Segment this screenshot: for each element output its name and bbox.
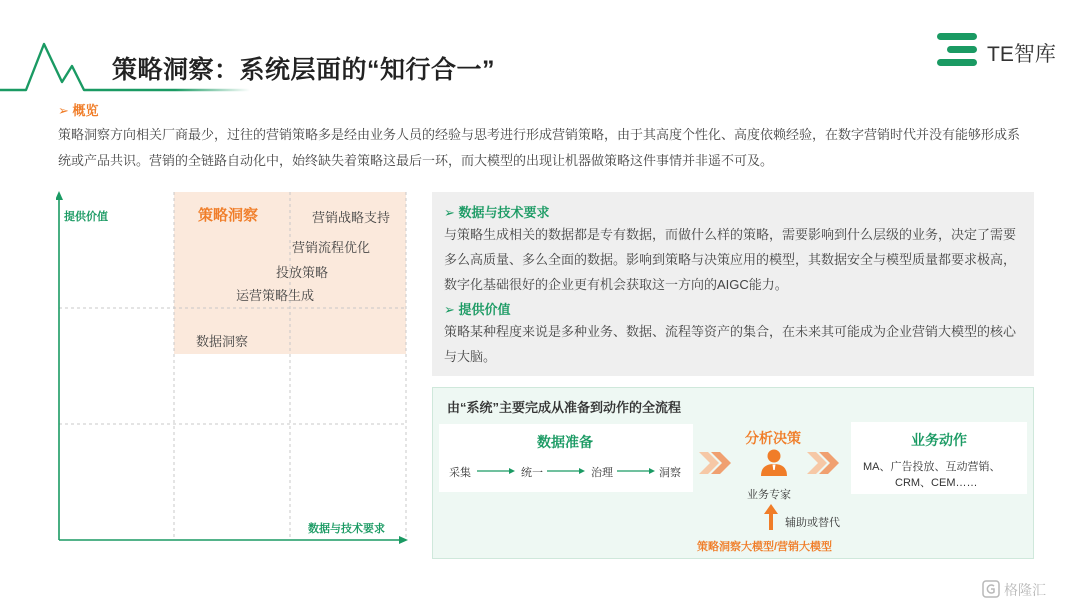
- action-card: [851, 422, 1027, 494]
- watermark-logo-icon: [982, 580, 1000, 598]
- matrix-item-ad-strategy: 投放策略: [276, 265, 329, 280]
- double-chevron-icon: [699, 452, 735, 474]
- process-flow-panel: [432, 387, 1034, 559]
- matrix-item-ops-strategy: 运营策略生成: [236, 288, 315, 303]
- expert-label: 业务专家: [747, 489, 791, 501]
- data-tech-heading: ➢ 数据与技术要求: [444, 205, 550, 220]
- matrix-item-marketing-strategy: 营销战略支持: [312, 210, 391, 225]
- data-tech-text: 与策略生成相关的数据都是专有数据，而做什么样的策略，需要影响到什么层级的业务，决定了需要多么高质量、多么全面的数据。影响到策略与决策应用的模型，其数据安全与模型质量都要求极高，数字化基础很好的企业更有机会获取这一方向的AIGC能力。: [444, 227, 1017, 292]
- expert-person-icon: [760, 448, 788, 476]
- flow-title: 由“系统”主要完成从准备到动作的全流程: [447, 400, 682, 415]
- double-chevron-icon: [807, 452, 843, 474]
- prep-step-govern: 治理: [591, 467, 613, 479]
- assist-label: 辅助或替代: [785, 517, 840, 529]
- overview-text: 策略洞察方向相关厂商最少，过往的营销策略多是经由业务人员的经验与思考进行形成营销策略，由于其高度个性化、高度依赖经验，在数字营销时代并没有能够形成系统或产品共识。营销的全链路自动化中，始终缺失着策略这最后一环，而大模型的出现让机器做策略这件事情并非遥不可及。: [58, 127, 1021, 168]
- data-prep-title: 数据准备: [537, 434, 593, 450]
- model-label: 策略洞察大模型/营销大模型: [697, 541, 833, 553]
- decision-title: 分析决策: [745, 430, 801, 446]
- matrix-item-data-insight: 数据洞察: [196, 334, 249, 349]
- value-text: 策略某种程度来说是多种业务、数据、流程等资产的集合，在未来其可能成为企业营销大模型的核心与大脑。: [444, 324, 1017, 364]
- te-logo-icon: [937, 33, 981, 67]
- up-arrow-icon: [764, 504, 778, 530]
- matrix-item-process-optimization: 营销流程优化: [292, 240, 371, 255]
- value-heading: ➢ 提供价值: [444, 302, 511, 317]
- action-title: 业务动作: [911, 432, 967, 448]
- requirements-panel: [432, 192, 1034, 376]
- prep-step-collect: 采集: [449, 467, 471, 479]
- watermark-text: 格隆汇: [1004, 582, 1046, 598]
- prep-step-insight: 洞察: [659, 467, 681, 479]
- logo-text: TE智库: [987, 43, 1056, 66]
- matrix-highlight-title: 策略洞察: [198, 207, 259, 224]
- overview-heading: ➢ 概览: [58, 103, 99, 118]
- x-axis-label: 数据与技术要求: [308, 523, 385, 535]
- action-line-1: MA、广告投放、互动营销、: [863, 461, 1001, 473]
- prep-arrows: [439, 424, 693, 492]
- y-axis-label: 提供价值: [64, 211, 108, 223]
- data-prep-card: [439, 424, 693, 492]
- action-line-2: CRM、CEM……: [895, 477, 978, 489]
- value-tech-matrix: [56, 190, 412, 546]
- page-title: 策略洞察：系统层面的“知行合一”: [112, 56, 496, 84]
- prep-step-unify: 统一: [521, 467, 543, 479]
